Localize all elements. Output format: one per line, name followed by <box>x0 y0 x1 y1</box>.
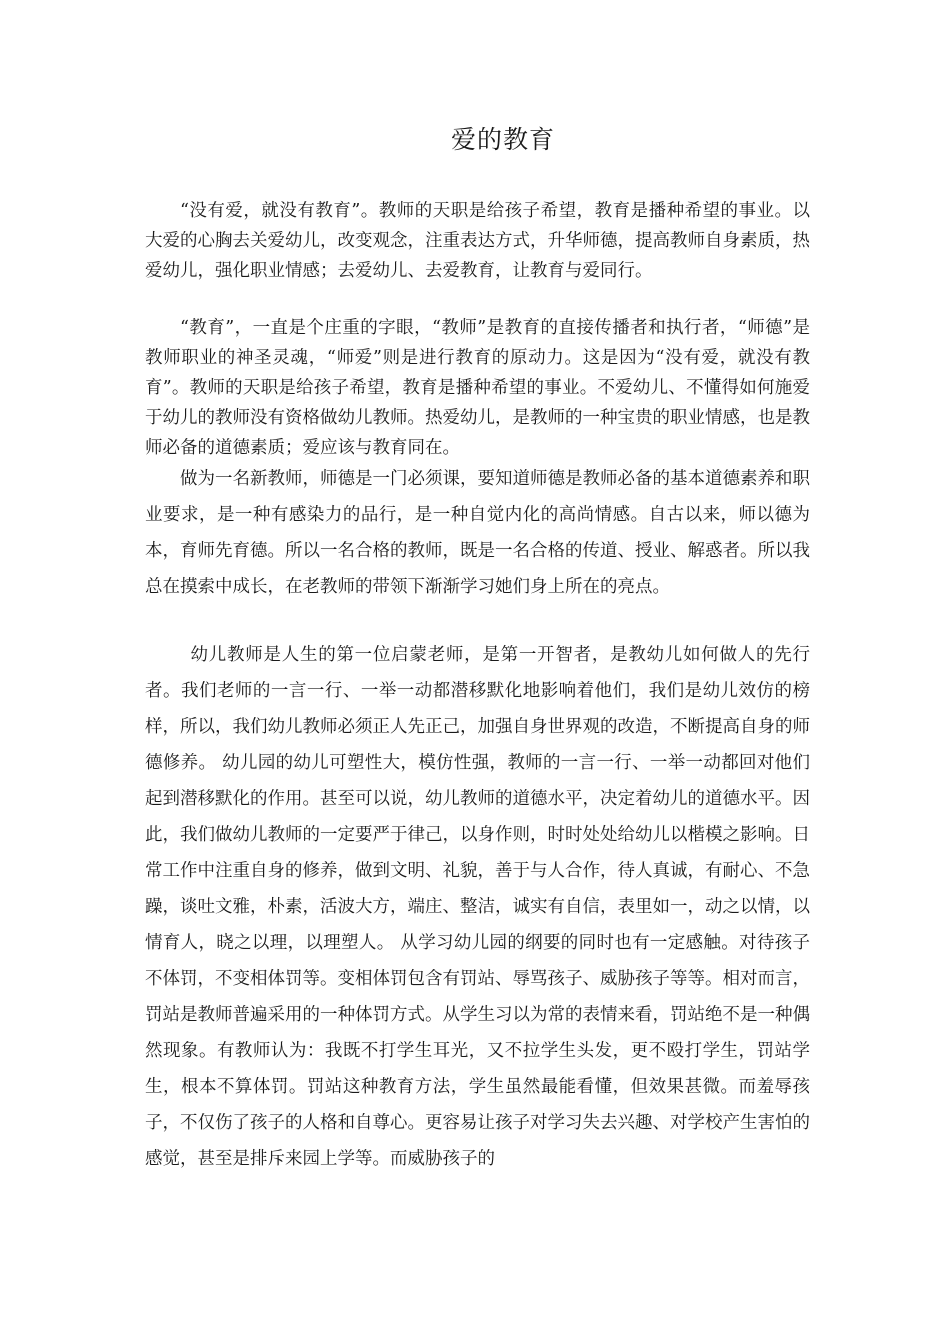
paragraph-1: “没有爱，就没有教育”。教师的天职是给孩子希望，教育是播种希望的事业。以大爱的心胸去关爱幼儿，改变观念，注重表达方式，升华师德，提高教师自身素质，热爱幼儿，强化职业情感；去爱幼儿、去爱教育，让教育与爱同行。 <box>145 201 810 281</box>
paragraph-2-block <box>145 313 810 463</box>
paragraph-4: 幼儿教师是人生的第一位启蒙老师，是第一开智者，是教幼儿如何做人的先行者。我们老师的一言一行、一举一动都潜移默化地影响着他们，我们是幼儿效仿的榜样，所以，我们幼儿教师必须正人先正己，加强自身世界观的改造，不断提高自身的师德修养。 幼儿园的幼儿可塑性大，模仿性强，教师的一言一行、一举一动都回对他们起到潜移默化的作用。甚至可以说，幼儿教师的道德水平，决定着幼儿的道德水平。因此，我们做幼儿教师的一定要严于律己，以身作则，时时处处给幼儿以楷模之影响。日常工作中注重自身的修养，做到文明、礼貌，善于与人合作，待人真诚，有耐心、不急躁，谈吐文雅，朴素，活波大方，端庄、整洁，诚实有自信，表里如一，动之以情，以情育人，晓之以理，以理塑人。 从学习幼儿园的纲要的同时也有一定感触。对待孩子不体罚，不变相体罚等。变相体罚包含有罚站、辱骂孩子、威胁孩子等等。相对而言，罚站是教师普遍采用的一种体罚方式。从学生习以为常的表情来看，罚站绝不是一种偶然现象。有教师认为：我既不打学生耳光，又不拉学生头发，更不殴打学生，罚站学生，根本不算体罚。罚站这种教育方法，学生虽然最能看懂，但效果甚微。而羞辱孩子，不仅伤了孩子的人格和自尊心。更容易让孩子对学习失去兴趣、对学校产生害怕的感觉，甚至是排斥来园上学等。而威胁孩子的 <box>145 645 810 1169</box>
paragraph-3-block <box>145 461 810 605</box>
paragraph-1-block <box>145 196 810 286</box>
paragraph-4-block <box>145 637 810 1177</box>
paragraph-2: “教育”，一直是个庄重的字眼，“教师”是教育的直接传播者和执行者，“师德”是教师职业的神圣灵魂，“师爱”则是进行教育的原动力。这是因为“没有爱，就没有教育”。教师的天职是给孩子希望，教育是播种希望的事业。不爱幼儿、不懂得如何施爱于幼儿的教师没有资格做幼儿教师。热爱幼儿，是教师的一种宝贵的职业情感，也是教师必备的道德素质；爱应该与教育同在。 <box>145 318 810 458</box>
document-title: 爱的教育 <box>450 125 555 154</box>
paragraph-3: 做为一名新教师，师德是一门必须课，要知道师德是教师必备的基本道德素养和职业要求，是一种有感染力的品行，是一种自觉内化的高尚情感。自古以来，师以德为本，育师先育德。所以一名合格的教师，既是一名合格的传道、授业、解惑者。所以我总在摸索中成长，在老教师的带领下渐渐学习她们身上所在的亮点。 <box>145 469 810 597</box>
